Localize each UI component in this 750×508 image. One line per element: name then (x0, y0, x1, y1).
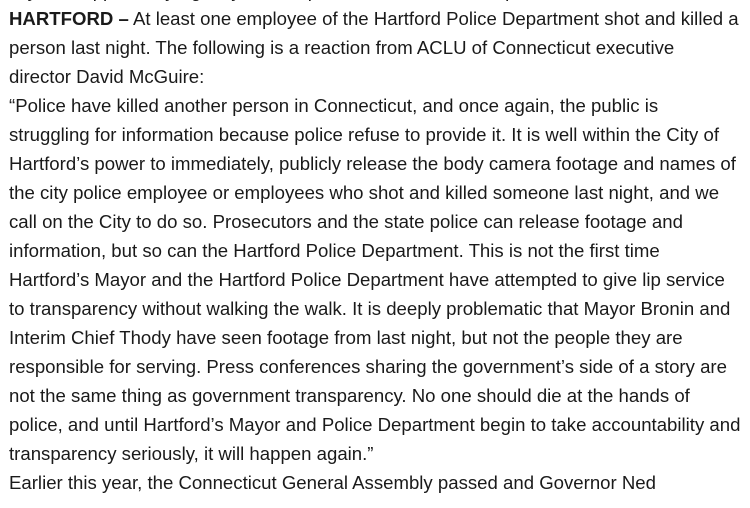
quote-paragraph: “Police have killed another person in Connecticut, and once again, the public is struggling for information because police refuse to provide it. It is well within the City of Hartford’s power to immediately, publicly release the body camera footage and names of the city police employee or employees who shot and killed someone last night, and we call on the City to do so. Prosecutors and the state police can release footage and information, but so can the Hartford Police Department. This is not the first time Hartford’s Mayor and the Hartford Police Department have attempted to give lip service to transparency without walking the walk. It is deeply problematic that Mayor Bronin and Interim Chief Thody have seen footage from last night, but not the people they are responsible for serving. Press conferences sharing the government’s side of a story are not the same thing as government transparency. No one should die at the hands of police, and until Hartford’s Mayor and Police Department begin to take accountability and transparency seriously, it will happen again.” (9, 95, 741, 464)
intro-text: At least one employee of the Hartford Police Department shot and killed a person last night. The following is a reaction from ACLU of Connecticut executive director David McGuire: (9, 8, 739, 87)
dateline: HARTFORD – (9, 8, 129, 29)
clipped-top-line (9, 0, 630, 5)
clipped-top-text (9, 0, 741, 4)
press-release-body (9, 0, 741, 497)
intro-paragraph (9, 4, 741, 91)
clipped-bottom-line: Earlier this year, the Connecticut General Assembly passed and Governor Ned (9, 472, 656, 493)
